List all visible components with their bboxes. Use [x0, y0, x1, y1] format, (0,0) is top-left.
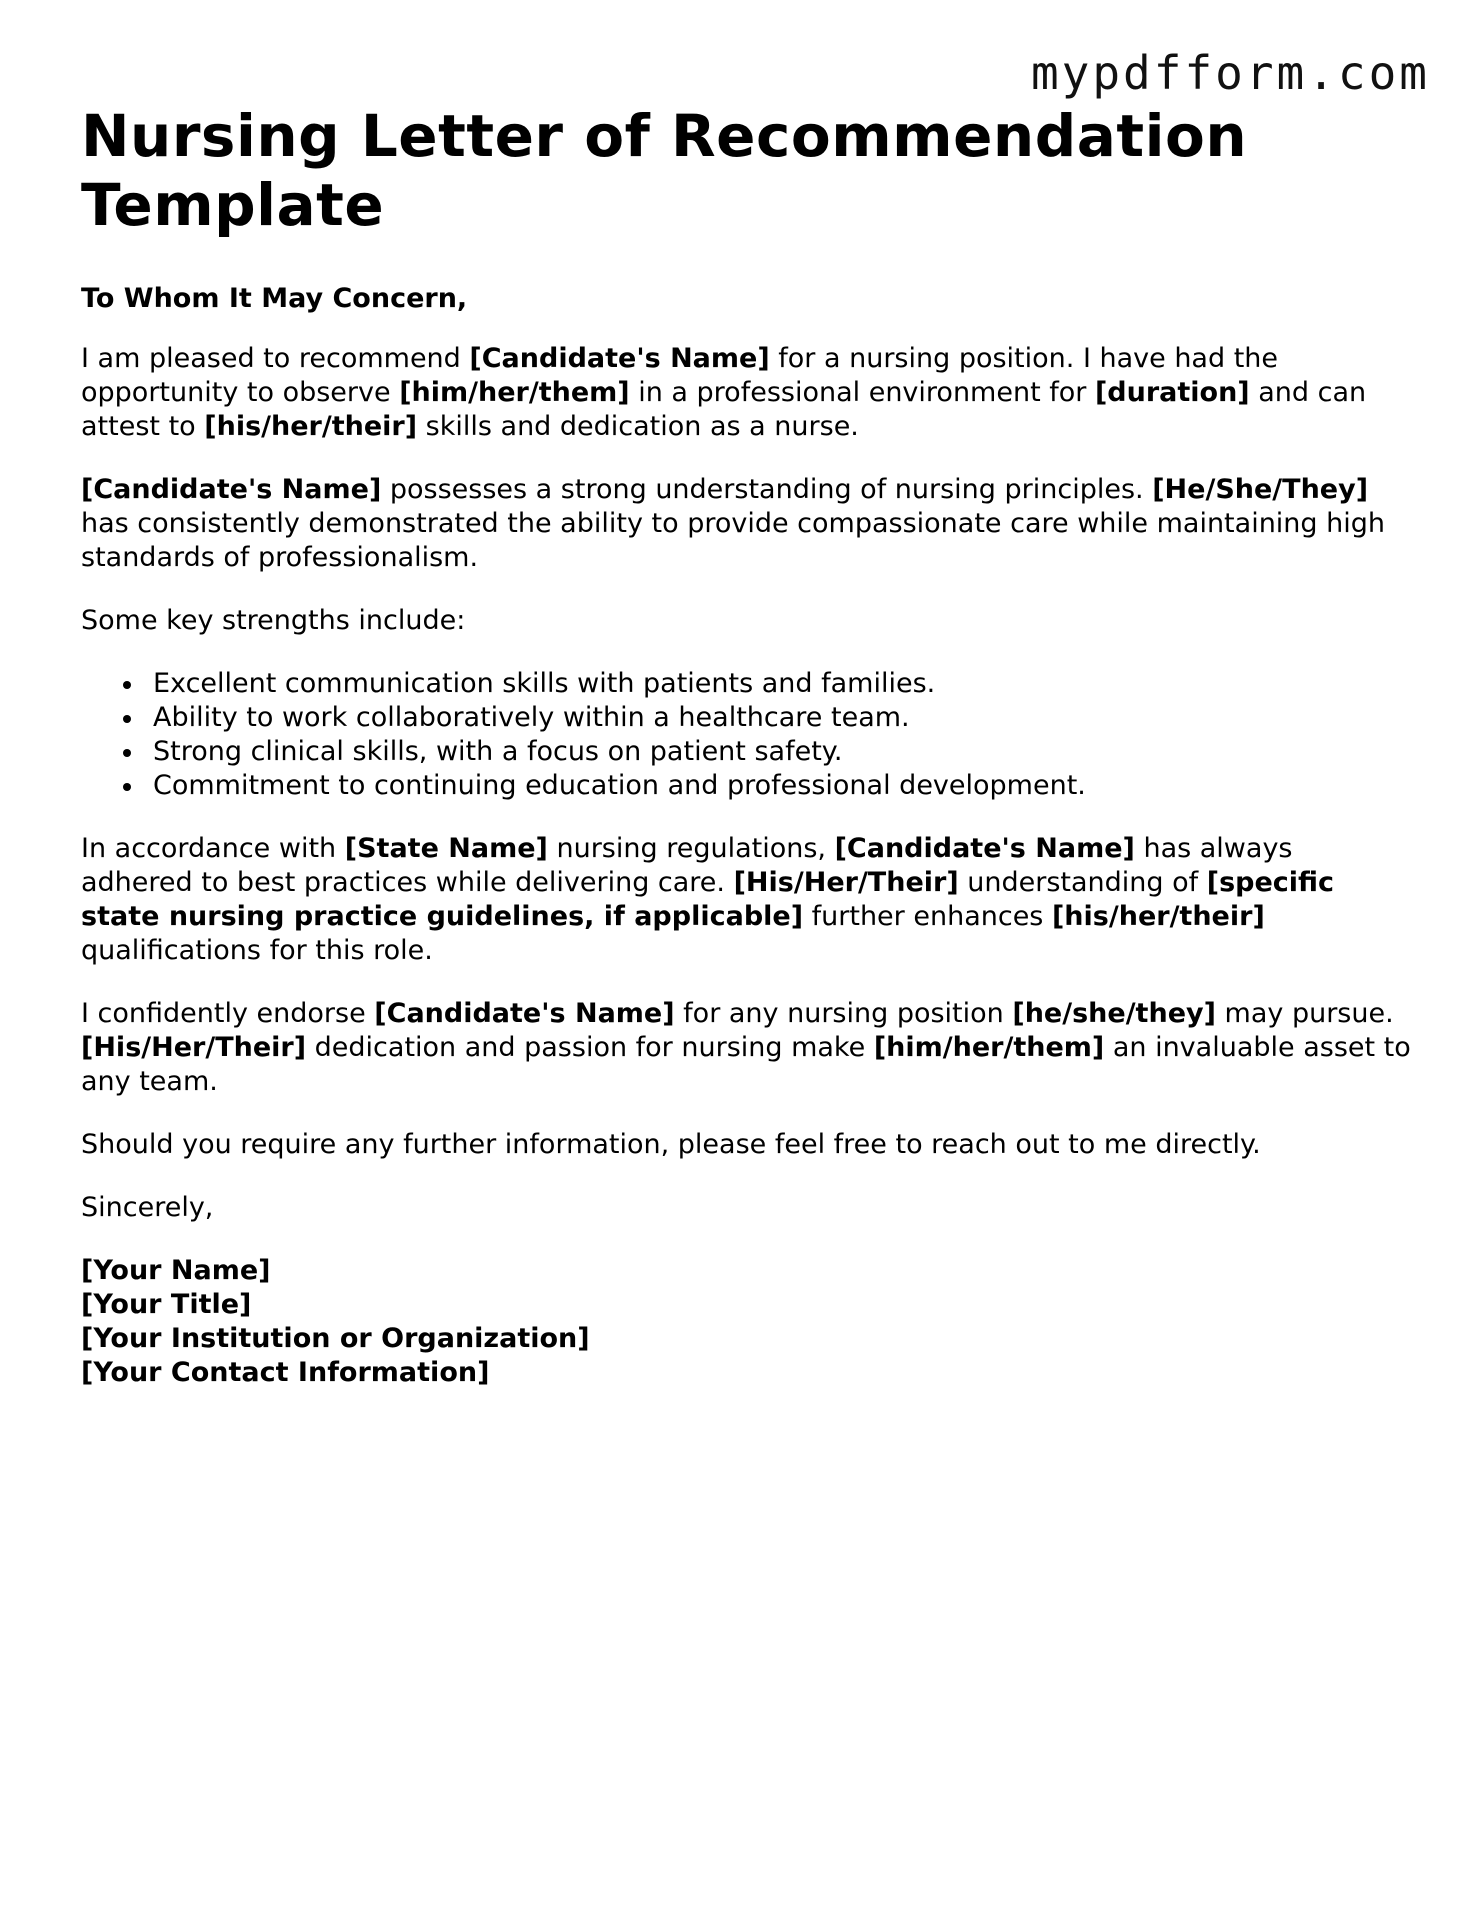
text-segment: In accordance with: [81, 833, 345, 864]
text-segment: in a professional environment for: [629, 377, 1095, 408]
text-segment: for any nursing position: [674, 998, 1013, 1029]
placeholder-candidate-name: [Candidate's Name]: [374, 998, 675, 1029]
text-segment: I am pleased to recommend: [81, 343, 470, 374]
placeholder-candidate-name: [Candidate's Name]: [81, 474, 382, 505]
paragraph-strengths-intro: Some key strengths include:: [81, 605, 466, 636]
paragraph-regulations: [81, 832, 1411, 968]
text-segment: possesses a strong understanding of nursing principles.: [381, 474, 1153, 505]
text-segment: has consistently demonstrated the ability to provide compassionate care while maintaining high standards of professionalism.: [81, 508, 1386, 573]
text-segment: has always adhered to best practices while delivering care.: [81, 833, 1293, 898]
letter-body: [81, 342, 1411, 1390]
paragraph-understanding: [81, 473, 1411, 575]
closing: Sincerely,: [81, 1192, 214, 1223]
placeholder-pronoun-possessive: [his/her/their]: [1051, 901, 1265, 932]
watermark: mypdfform.com: [1030, 46, 1430, 100]
letter-page: [81, 102, 1411, 1388]
placeholder-pronoun-possessive: [His/Her/Their]: [733, 867, 959, 898]
placeholder-duration: [duration]: [1094, 377, 1250, 408]
list-item: Commitment to continuing education and professional development.: [153, 769, 1411, 803]
text-segment: nursing regulations,: [547, 833, 835, 864]
text-segment: further enhances: [803, 901, 1052, 932]
text-segment: an invaluable asset to any team.: [81, 1032, 1411, 1097]
text-segment: dedication and passion for nursing make: [306, 1032, 874, 1063]
signature-contact: [Your Contact Information]: [81, 1357, 490, 1388]
text-segment: and can attest to: [81, 377, 1367, 442]
text-segment: I confidently endorse: [81, 998, 375, 1029]
page-title: Nursing Letter of Recommendation Template: [81, 102, 1248, 239]
salutation: To Whom It May Concern,: [81, 283, 468, 314]
strengths-list: [81, 667, 1411, 803]
list-item: Strong clinical skills, with a focus on patient safety.: [153, 735, 1411, 769]
paragraph-introduction: [81, 342, 1411, 444]
paragraph-endorsement: [81, 997, 1411, 1099]
signature-institution: [Your Institution or Organization]: [81, 1323, 590, 1354]
placeholder-pronoun-object: [him/her/them]: [399, 377, 630, 408]
signature-block: [81, 1254, 1411, 1390]
placeholder-pronoun-possessive: [his/her/their]: [204, 411, 418, 442]
placeholder-state-name: [State Name]: [344, 833, 548, 864]
placeholder-pronoun-subject: [He/She/They]: [1152, 474, 1369, 505]
signature-name: [Your Name]: [81, 1255, 271, 1286]
list-item: Ability to work collaboratively within a healthcare team.: [153, 701, 1411, 735]
text-segment: for a nursing position. I have had the opportunity to observe: [81, 343, 1279, 408]
paragraph-contact: Should you require any further information, please feel free to reach out to me directly.: [81, 1129, 1261, 1160]
signature-title: [Your Title]: [81, 1289, 252, 1320]
placeholder-pronoun-subject: [he/she/they]: [1012, 998, 1216, 1029]
placeholder-candidate-name: [Candidate's Name]: [834, 833, 1135, 864]
placeholder-candidate-name: [Candidate's Name]: [469, 343, 770, 374]
list-item: Excellent communication skills with patients and families.: [153, 667, 1411, 701]
placeholder-pronoun-object: [him/her/them]: [873, 1032, 1105, 1063]
text-segment: skills and dedication as a nurse.: [417, 411, 859, 442]
placeholder-pronoun-possessive: [His/Her/Their]: [81, 1032, 307, 1063]
text-segment: may pursue.: [1215, 998, 1394, 1029]
text-segment: understanding of: [958, 867, 1207, 898]
text-segment: qualifications for this role.: [81, 935, 433, 966]
placeholder-guidelines: [specific state nursing practice guidelines, if applicable]: [81, 867, 1335, 932]
